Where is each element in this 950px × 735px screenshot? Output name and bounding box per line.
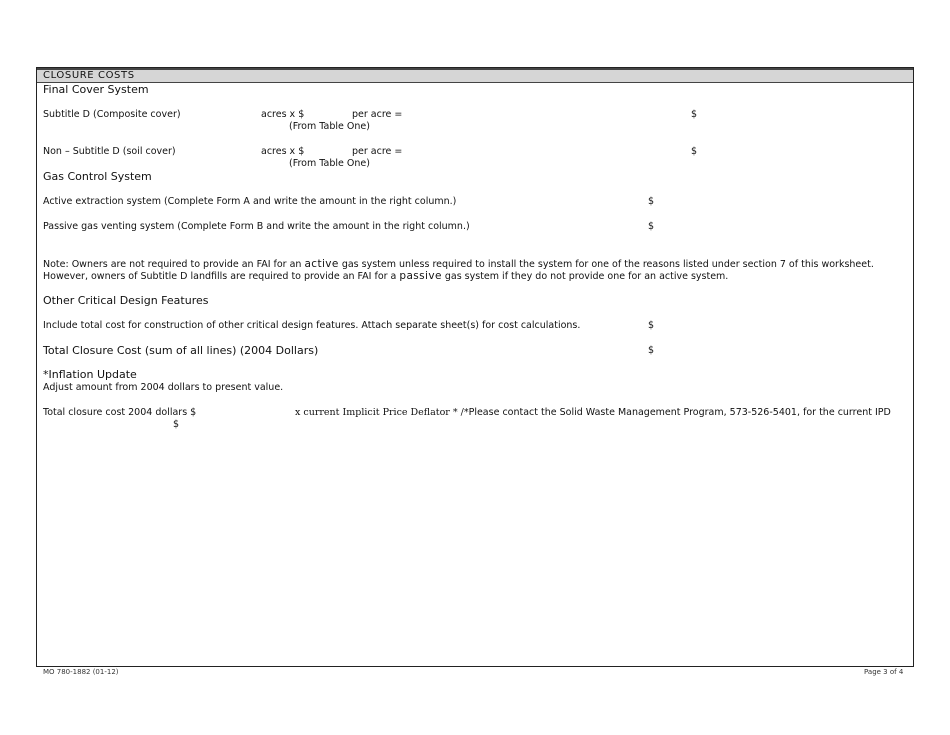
subtitle-d-amount-dollar: $ bbox=[691, 109, 698, 120]
closure-costs-section bbox=[36, 67, 914, 667]
note-active-word: active bbox=[304, 258, 339, 270]
inflation-subtext: Adjust amount from 2004 dollars to present value. bbox=[43, 382, 284, 393]
active-extraction-dollar: $ bbox=[648, 196, 655, 207]
inflation-ipd-text bbox=[295, 407, 891, 418]
note-text: Note: Owners are not required to provide an FAI for an bbox=[43, 259, 305, 270]
ipd-contact-text: *Please contact the Solid Waste Management Program, 573-526-5401, for the current IPD bbox=[463, 407, 891, 418]
subtitle-d-acres-text: acres x $ bbox=[261, 109, 305, 120]
other-features-dollar: $ bbox=[648, 320, 655, 331]
subtitle-d-per-acre-text: per acre = bbox=[352, 109, 403, 120]
other-features-heading: Other Critical Design Features bbox=[43, 294, 209, 307]
page-number: Page 3 of 4 bbox=[864, 668, 904, 676]
total-closure-cost-dollar: $ bbox=[648, 345, 655, 356]
active-extraction-text: Active extraction system (Complete Form A and write the amount in the right column.) bbox=[43, 196, 457, 207]
passive-venting-text: Passive gas venting system (Complete Form B and write the amount in the right column.) bbox=[43, 221, 470, 232]
other-features-text: Include total cost for construction of other critical design features. Attach separate sheet(s) for cost calculations. bbox=[43, 320, 581, 331]
subtitle-d-label: Subtitle D (Composite cover) bbox=[43, 109, 181, 120]
non-subtitle-d-per-acre-text: per acre = bbox=[352, 146, 403, 157]
section-header: CLOSURE COSTS bbox=[37, 68, 913, 83]
form-id: MO 780-1882 (01-12) bbox=[43, 668, 119, 676]
subtitle-d-source: (From Table One) bbox=[289, 121, 370, 132]
note-text: gas system if they do not provide one for an active system. bbox=[441, 271, 729, 282]
note-line-2 bbox=[43, 270, 728, 283]
total-closure-cost-label: Total Closure Cost (sum of all lines) (2004 Dollars) bbox=[43, 344, 319, 357]
non-subtitle-d-source: (From Table One) bbox=[289, 158, 370, 169]
inflation-heading: *Inflation Update bbox=[43, 368, 137, 381]
non-subtitle-d-amount-dollar: $ bbox=[691, 146, 698, 157]
final-cover-heading: Final Cover System bbox=[43, 83, 149, 96]
passive-venting-dollar: $ bbox=[648, 221, 655, 232]
inflation-result-dollar: $ bbox=[173, 419, 180, 430]
inflation-total-2004-label: Total closure cost 2004 dollars $ bbox=[43, 407, 197, 418]
note-text: gas system unless required to install the system for one of the reasons listed under section 7 of this worksheet. bbox=[338, 259, 874, 270]
ipd-multiplier-text: x current Implicit Price Deflator * / bbox=[295, 407, 464, 418]
gas-control-heading: Gas Control System bbox=[43, 170, 152, 183]
non-subtitle-d-label: Non – Subtitle D (soil cover) bbox=[43, 146, 176, 157]
non-subtitle-d-acres-text: acres x $ bbox=[261, 146, 305, 157]
note-passive-word: passive bbox=[399, 270, 442, 282]
note-text: However, owners of Subtitle D landfills are required to provide an FAI for a bbox=[43, 271, 400, 282]
